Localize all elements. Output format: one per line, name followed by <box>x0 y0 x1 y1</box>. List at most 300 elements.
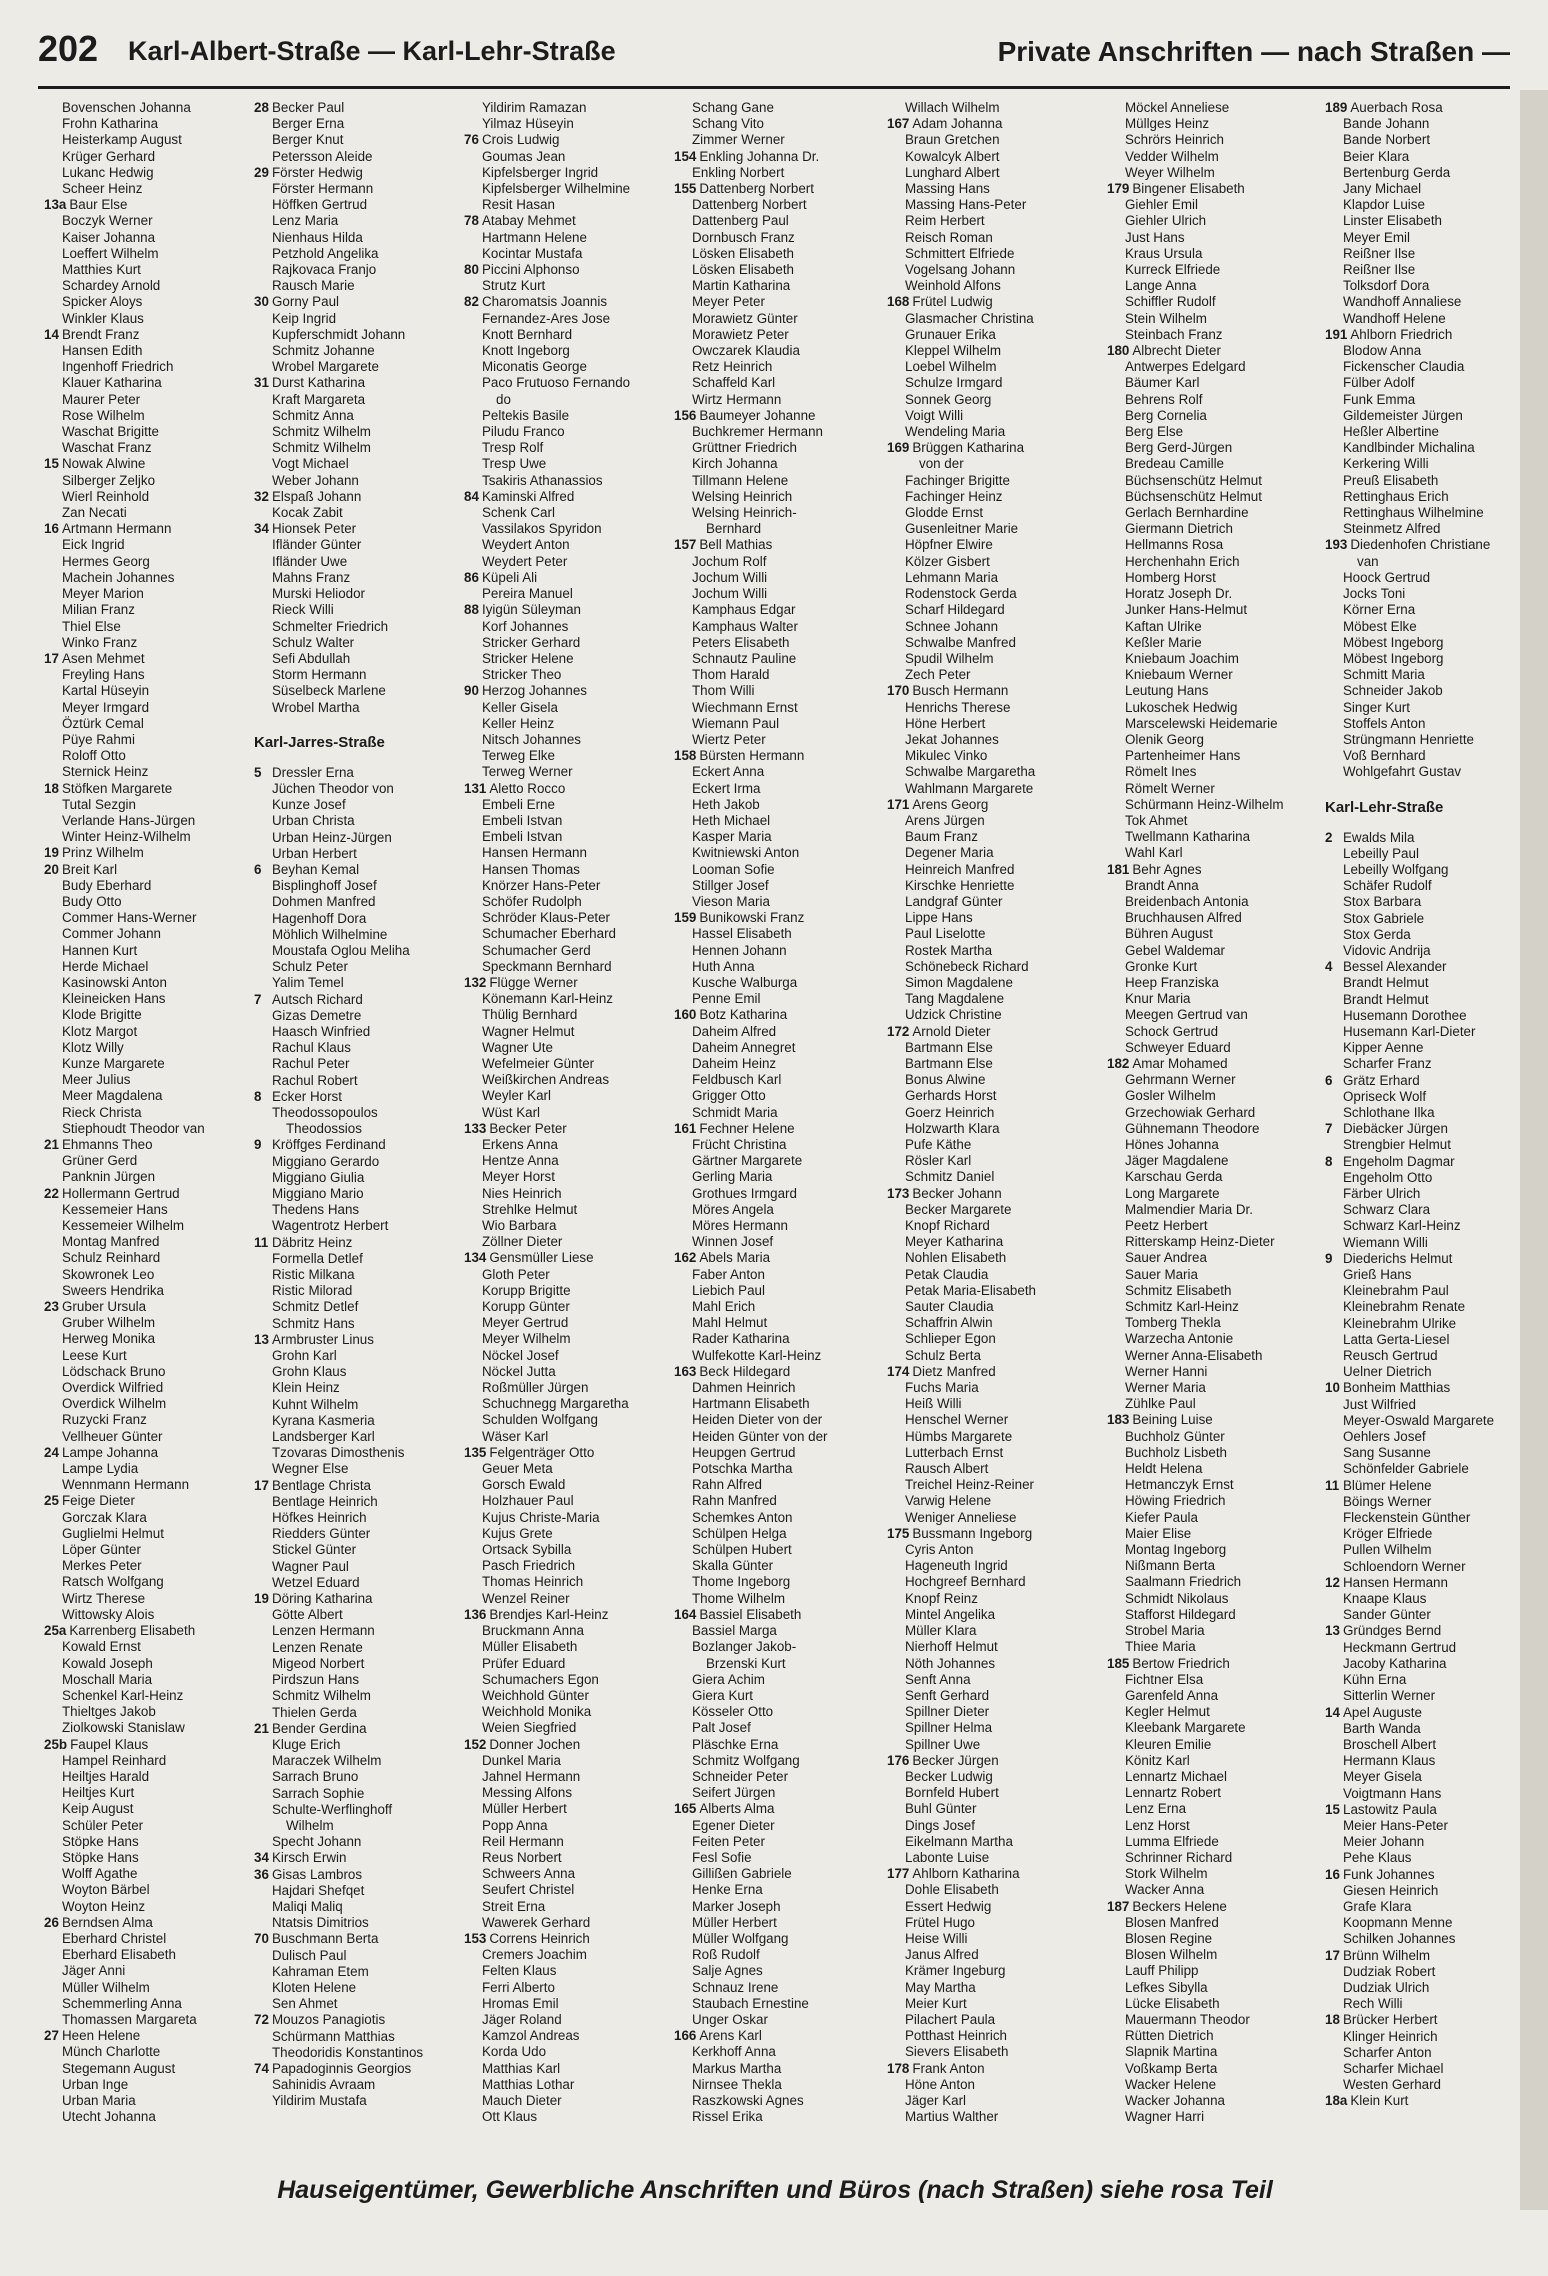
resident-entry <box>674 781 874 797</box>
resident-name: Leutung Hans <box>1125 683 1209 699</box>
house-number: 175 <box>887 1525 910 1541</box>
resident-name: Bruchhausen Alfred <box>1125 910 1242 926</box>
resident-name: Rieck Willi <box>272 602 334 618</box>
resident-name: Buhl Günter <box>905 1801 977 1817</box>
resident-entry <box>44 1169 244 1185</box>
resident-name: Eckert Irma <box>692 780 761 796</box>
resident-name: Morawietz Günter <box>692 310 798 326</box>
resident-entry <box>464 294 664 310</box>
resident-entry <box>887 116 1087 132</box>
resident-entry <box>464 1056 664 1072</box>
house-number: 25 <box>44 1493 59 1509</box>
resident-entry <box>254 537 454 553</box>
resident-name: Schmitt Maria <box>1343 667 1425 683</box>
resident-name: Scharfer Franz <box>1343 1056 1432 1072</box>
resident-entry <box>674 1672 874 1688</box>
resident-name: Kuhnt Wilhelm <box>272 1396 359 1412</box>
resident-entry <box>674 1315 874 1331</box>
resident-entry <box>674 1656 874 1672</box>
resident-name: Kwitniewski Anton <box>692 845 800 861</box>
resident-entry <box>887 537 1087 553</box>
resident-name: Bonus Alwine <box>905 1072 986 1088</box>
resident-name: Kiefer Paula <box>1125 1509 1198 1525</box>
resident-entry <box>464 1364 664 1380</box>
resident-entry <box>254 1008 454 1024</box>
house-number: 30 <box>254 294 269 310</box>
resident-entry <box>464 1493 664 1509</box>
resident-entry <box>674 181 874 197</box>
resident-entry <box>44 1121 244 1137</box>
resident-name: Keip August <box>62 1801 134 1817</box>
resident-name: Hionsek Peter <box>272 521 357 537</box>
resident-name: Stein Wilhelm <box>1125 310 1207 326</box>
resident-entry <box>464 1105 664 1121</box>
resident-entry <box>887 1639 1087 1655</box>
resident-entry <box>44 1801 244 1817</box>
resident-name: Sitterlin Werner <box>1343 1688 1436 1704</box>
resident-entry <box>674 1348 874 1364</box>
resident-name: Kirschke Henriette <box>905 877 1015 893</box>
resident-entry <box>674 1202 874 1218</box>
resident-name: Markus Martha <box>692 2060 782 2076</box>
resident-name: Unger Oskar <box>692 2011 768 2027</box>
resident-name: Herde Michael <box>62 958 149 974</box>
resident-entry <box>1107 1704 1307 1720</box>
resident-name: Kunze Josef <box>272 797 346 813</box>
resident-name: Junker Hans-Helmut <box>1125 602 1248 618</box>
resident-name: Stöpke Hans <box>62 1833 139 1849</box>
resident-name: Dattenberg Paul <box>692 213 789 229</box>
resident-entry <box>1107 1850 1307 1866</box>
resident-entry <box>44 294 244 310</box>
resident-entry <box>254 602 454 618</box>
resident-entry <box>254 1170 454 1186</box>
resident-entry <box>44 359 244 375</box>
resident-name: Saalmann Friedrich <box>1125 1574 1242 1590</box>
resident-name: Wacker Johanna <box>1125 2092 1225 2108</box>
house-number: 136 <box>464 1606 487 1622</box>
resident-name: Fichtner Elsa <box>1125 1671 1204 1687</box>
resident-name: Massing Hans <box>905 181 990 197</box>
resident-name: Hampel Reinhard <box>62 1752 167 1768</box>
resident-entry <box>674 1007 874 1023</box>
resident-name: Jany Michael <box>1343 181 1422 197</box>
house-number: 26 <box>44 1914 59 1930</box>
resident-entry <box>44 1882 244 1898</box>
resident-entry <box>887 2109 1087 2125</box>
resident-entry <box>1107 991 1307 1007</box>
resident-entry <box>674 1380 874 1396</box>
resident-name: Höffken Gertrud <box>272 197 368 213</box>
resident-entry <box>1325 943 1525 959</box>
resident-name: Lukanc Hedwig <box>62 164 154 180</box>
resident-entry <box>1325 911 1525 927</box>
house-number: 182 <box>1107 1055 1130 1071</box>
resident-name: Fachinger Heinz <box>905 488 1003 504</box>
resident-name: Kniebaum Werner <box>1125 667 1233 683</box>
resident-name: Rieck Christa <box>62 1104 142 1120</box>
resident-entry <box>887 1429 1087 1445</box>
resident-entry <box>1107 1963 1307 1979</box>
house-number: 16 <box>44 521 59 537</box>
resident-name: Messing Alfons <box>482 1785 573 1801</box>
resident-entry <box>887 700 1087 716</box>
resident-entry <box>254 132 454 148</box>
resident-name: Ratsch Wolfgang <box>62 1574 164 1590</box>
house-number: 22 <box>44 1185 59 1201</box>
resident-name: Könitz Karl <box>1125 1752 1190 1768</box>
resident-entry <box>674 165 874 181</box>
resident-name: Dietz Manfred <box>912 1363 996 1379</box>
resident-entry <box>674 1753 874 1769</box>
resident-name: Mahl Erich <box>692 1299 756 1315</box>
house-number: 8 <box>1325 1153 1333 1169</box>
resident-entry <box>1325 165 1525 181</box>
resident-entry <box>44 1007 244 1023</box>
resident-entry <box>887 1348 1087 1364</box>
resident-entry <box>1107 651 1307 667</box>
resident-name: Strehlke Helmut <box>482 1201 578 1217</box>
resident-entry <box>464 375 664 391</box>
resident-entry <box>887 343 1087 359</box>
resident-name: Herzog Johannes <box>482 683 587 699</box>
resident-name: Lange Anna <box>1125 278 1197 294</box>
resident-name: Thom Harald <box>692 667 770 683</box>
resident-entry <box>254 1510 454 1526</box>
house-number: 172 <box>887 1023 910 1039</box>
resident-name: Ifländer Günter <box>272 537 362 553</box>
resident-name: Korupp Günter <box>482 1299 570 1315</box>
resident-name: Schulz Berta <box>905 1347 981 1363</box>
resident-entry <box>254 1948 454 1964</box>
resident-entry <box>254 1931 454 1947</box>
resident-name: Schülpen Hubert <box>692 1542 792 1558</box>
resident-entry <box>887 781 1087 797</box>
house-number: 76 <box>464 132 479 148</box>
resident-entry <box>1107 1818 1307 1834</box>
resident-entry <box>464 1607 664 1623</box>
resident-name: Lastowitz Paula <box>1343 1801 1437 1817</box>
resident-entry <box>1107 975 1307 991</box>
resident-name: Kleineicken Hans <box>62 991 166 1007</box>
resident-name: Vogt Michael <box>272 456 349 472</box>
resident-name: Müller Wilhelm <box>62 1979 150 1995</box>
resident-entry <box>44 1250 244 1266</box>
resident-entry <box>254 1753 454 1769</box>
resident-entry <box>1107 1866 1307 1882</box>
resident-name: Heiltjes Kurt <box>62 1785 135 1801</box>
resident-entry <box>254 1040 454 1056</box>
resident-name: Schaffeld Karl <box>692 375 776 391</box>
resident-entry <box>887 408 1087 424</box>
resident-name: Guglielmi Helmut <box>62 1525 164 1541</box>
resident-entry <box>1325 651 1525 667</box>
resident-name: Gehrmann Werner <box>1125 1072 1236 1088</box>
resident-entry <box>254 473 454 489</box>
resident-name: Bender Gerdina <box>272 1720 367 1736</box>
resident-name: Gisas Lambros <box>272 1866 363 1882</box>
resident-entry <box>887 1818 1087 1834</box>
resident-name: Jekat Johannes <box>905 731 999 747</box>
resident-name: Preuß Elisabeth <box>1343 472 1439 488</box>
resident-name: Förster Hermann <box>272 181 374 197</box>
house-number: 24 <box>44 1444 59 1460</box>
resident-name: Eikelmann Martha <box>905 1833 1013 1849</box>
resident-name: Giehler Ulrich <box>1125 213 1207 229</box>
resident-entry <box>887 943 1087 959</box>
resident-entry <box>464 943 664 959</box>
resident-entry <box>1325 1056 1525 1072</box>
resident-entry <box>1107 667 1307 683</box>
resident-entry <box>1107 537 1307 553</box>
resident-entry <box>464 1429 664 1445</box>
resident-name: Kocintar Mustafa <box>482 245 583 261</box>
resident-entry <box>44 829 244 845</box>
resident-entry <box>887 1493 1087 1509</box>
resident-name: Tzovaras Dimosthenis <box>272 1445 405 1461</box>
resident-entry <box>1325 197 1525 213</box>
resident-entry <box>254 1640 454 1656</box>
resident-name: Heldt Helena <box>1125 1461 1203 1477</box>
resident-entry <box>1107 1024 1307 1040</box>
resident-name: Krüger Gerhard <box>62 148 156 164</box>
resident-entry <box>464 100 664 116</box>
resident-entry <box>1107 1105 1307 1121</box>
house-number: 13 <box>254 1331 269 1347</box>
resident-entry <box>44 456 244 472</box>
resident-entry <box>464 732 664 748</box>
resident-entry <box>464 1542 664 1558</box>
resident-name: Woyton Heinz <box>62 1898 146 1914</box>
resident-entry <box>1325 1040 1525 1056</box>
resident-name: Haasch Winfried <box>272 1023 371 1039</box>
resident-name: Stöfken Margarete <box>62 780 173 796</box>
resident-name: Böings Werner <box>1343 1493 1432 1509</box>
resident-name: Jochum Willi <box>692 569 768 585</box>
resident-entry <box>674 1186 874 1202</box>
resident-name: Murski Heliodor <box>272 586 366 602</box>
resident-entry <box>674 716 874 732</box>
house-number: 11 <box>1325 1477 1340 1493</box>
resident-entry <box>254 181 454 197</box>
resident-name: Ifländer Uwe <box>272 553 348 569</box>
resident-entry <box>464 1704 664 1720</box>
resident-entry <box>254 943 454 959</box>
resident-entry <box>464 635 664 651</box>
resident-name: Schnautz Pauline <box>692 650 797 666</box>
resident-entry <box>1325 521 1525 537</box>
resident-entry <box>887 1412 1087 1428</box>
resident-name: Bingener Elisabeth <box>1132 181 1245 197</box>
resident-entry <box>674 262 874 278</box>
resident-name: Bartmann Else <box>905 1039 993 1055</box>
house-number: 21 <box>44 1137 59 1152</box>
resident-entry <box>674 327 874 343</box>
resident-name: Gruber Wilhelm <box>62 1315 156 1331</box>
resident-name: Schweers Anna <box>482 1866 576 1882</box>
resident-entry <box>1107 132 1307 148</box>
resident-name: Loeffert Wilhelm <box>62 245 159 261</box>
resident-name: Klode Brigitte <box>62 1007 142 1023</box>
resident-entry <box>254 1721 454 1737</box>
resident-entry <box>44 1218 244 1234</box>
resident-name: Embeli Istvan <box>482 829 563 845</box>
house-number: 74 <box>254 2060 269 2076</box>
resident-entry <box>254 1623 454 1639</box>
house-number: 36 <box>254 1866 269 1882</box>
house-number: 14 <box>44 326 59 342</box>
resident-entry <box>1325 1964 1525 1980</box>
resident-name: Hagenhoff Dora <box>272 910 367 926</box>
resident-name: Ristic Milkana <box>272 1267 355 1283</box>
resident-entry <box>887 359 1087 375</box>
resident-entry <box>1325 2093 1525 2109</box>
resident-name: Heupgen Gertrud <box>692 1444 796 1460</box>
resident-entry <box>674 213 874 229</box>
resident-entry <box>674 651 874 667</box>
resident-entry <box>464 1445 664 1461</box>
resident-name: Schmitz Anna <box>272 407 354 423</box>
resident-name: Owczarek Klaudia <box>692 343 800 359</box>
resident-entry <box>464 1380 664 1396</box>
resident-name: Feige Dieter <box>62 1493 135 1509</box>
resident-entry <box>887 797 1087 813</box>
resident-name: Lunghard Albert <box>905 164 1000 180</box>
resident-name: Kegler Helmut <box>1125 1704 1210 1720</box>
house-number: 160 <box>674 1007 697 1023</box>
resident-entry <box>254 1283 454 1299</box>
resident-name: Tutal Sezgin <box>62 796 136 812</box>
resident-name: Thieltges Jakob <box>62 1704 156 1720</box>
resident-entry <box>887 1315 1087 1331</box>
resident-entry <box>254 635 454 651</box>
resident-name: Ott Klaus <box>482 2109 538 2125</box>
resident-name: Wandhoff Annaliese <box>1343 294 1462 310</box>
resident-entry <box>887 845 1087 861</box>
resident-name: Bande Norbert <box>1343 132 1431 148</box>
resident-name: Büchsenschütz Helmut <box>1125 472 1262 488</box>
resident-name: Papadoginnis Georgios <box>272 2060 412 2076</box>
resident-name: Woyton Bärbel <box>62 1882 150 1898</box>
resident-name: Bornfeld Hubert <box>905 1785 999 1801</box>
resident-entry <box>1325 1364 1525 1380</box>
resident-entry <box>44 132 244 148</box>
resident-name: Arens Georg <box>912 796 989 812</box>
resident-name: Botz Katharina <box>699 1007 788 1023</box>
resident-name: Gosler Wilhelm <box>1125 1088 1216 1104</box>
resident-entry <box>44 1753 244 1769</box>
resident-entry <box>887 1510 1087 1526</box>
resident-name: Verlande Hans-Jürgen <box>62 812 196 828</box>
resident-name: Lösken Elisabeth <box>692 245 794 261</box>
resident-name: Wagentrotz Herbert <box>272 1218 389 1234</box>
resident-entry <box>44 813 244 829</box>
resident-name: Engeholm Otto <box>1343 1169 1433 1185</box>
resident-name: Bozlanger Jakob- <box>692 1639 797 1655</box>
resident-name: Kleinebrahm Renate <box>1343 1299 1466 1315</box>
resident-name: Sen Ahmet <box>272 1996 338 2012</box>
resident-entry <box>254 440 454 456</box>
house-number: 29 <box>254 164 269 180</box>
street-heading: Karl-Lehr-Straße <box>1325 798 1444 816</box>
resident-entry <box>887 1542 1087 1558</box>
resident-name: Grzechowiak Gerhard <box>1125 1104 1256 1120</box>
resident-entry <box>887 505 1087 521</box>
resident-name: Giermann Dietrich <box>1125 521 1233 537</box>
resident-entry <box>254 927 454 943</box>
resident-name: Waschat Brigitte <box>62 424 159 440</box>
resident-name: Just Wilfried <box>1343 1396 1416 1412</box>
resident-name: Weydert Anton <box>482 537 570 553</box>
resident-name: Mauch Dieter <box>482 2092 562 2108</box>
resident-name: Albrecht Dieter <box>1132 343 1221 359</box>
resident-entry <box>464 894 664 910</box>
resident-entry <box>44 797 244 813</box>
house-number: 153 <box>464 1930 487 1946</box>
resident-name: Strobel Maria <box>1125 1623 1205 1639</box>
resident-entry <box>674 862 874 878</box>
resident-entry <box>1107 683 1307 699</box>
resident-name: Schürmann Heinz-Wilhelm <box>1125 796 1284 812</box>
resident-name: Nowak Alwine <box>62 456 146 472</box>
resident-entry <box>887 748 1087 764</box>
resident-name: Kraft Margareta <box>272 391 366 407</box>
resident-entry <box>674 1558 874 1574</box>
resident-name: Giesen Heinrich <box>1343 1882 1439 1898</box>
resident-name: Klotz Margot <box>62 1023 138 1039</box>
resident-entry <box>44 327 244 343</box>
resident-entry <box>674 667 874 683</box>
resident-name: Sarrach Sophie <box>272 1785 365 1801</box>
resident-entry <box>887 991 1087 1007</box>
resident-name: Simon Magdalene <box>905 974 1013 990</box>
resident-name: Wegner Else <box>272 1461 349 1477</box>
resident-name: Pereira Manuel <box>482 586 573 602</box>
resident-entry <box>1325 246 1525 262</box>
resident-entry <box>254 1850 454 1866</box>
resident-entry <box>464 1915 664 1931</box>
resident-name: Weydert Peter <box>482 553 568 569</box>
resident-name: Buschmann Berta <box>272 1931 379 1947</box>
resident-entry <box>254 1737 454 1753</box>
resident-entry <box>1325 116 1525 132</box>
resident-name: Stickel Günter <box>272 1542 357 1558</box>
resident-name: Lenzen Renate <box>272 1639 363 1655</box>
resident-entry <box>1325 602 1525 618</box>
resident-name: Meyer Katharina <box>905 1234 1004 1250</box>
house-number: 88 <box>464 602 479 618</box>
resident-name: Henrichs Therese <box>905 699 1011 715</box>
resident-entry <box>44 213 244 229</box>
resident-name: Kleinebrahm Paul <box>1343 1283 1449 1299</box>
resident-entry <box>674 700 874 716</box>
resident-name: Schlieper Egon <box>905 1331 996 1347</box>
resident-name: Moschall Maria <box>62 1671 153 1687</box>
resident-entry <box>1325 554 1525 570</box>
resident-name: Wiertz Peter <box>692 731 766 747</box>
house-number: 176 <box>887 1752 910 1768</box>
resident-entry <box>887 1850 1087 1866</box>
resident-name: Wandhoff Helene <box>1343 310 1446 326</box>
resident-entry <box>44 586 244 602</box>
resident-name: Jochum Rolf <box>692 553 767 569</box>
resident-entry <box>1325 862 1525 878</box>
resident-name: Wiechmann Ernst <box>692 699 798 715</box>
resident-entry <box>1325 2061 1525 2077</box>
resident-name: Voßkamp Berta <box>1125 2060 1218 2076</box>
resident-entry <box>674 1364 874 1380</box>
resident-entry <box>44 1688 244 1704</box>
